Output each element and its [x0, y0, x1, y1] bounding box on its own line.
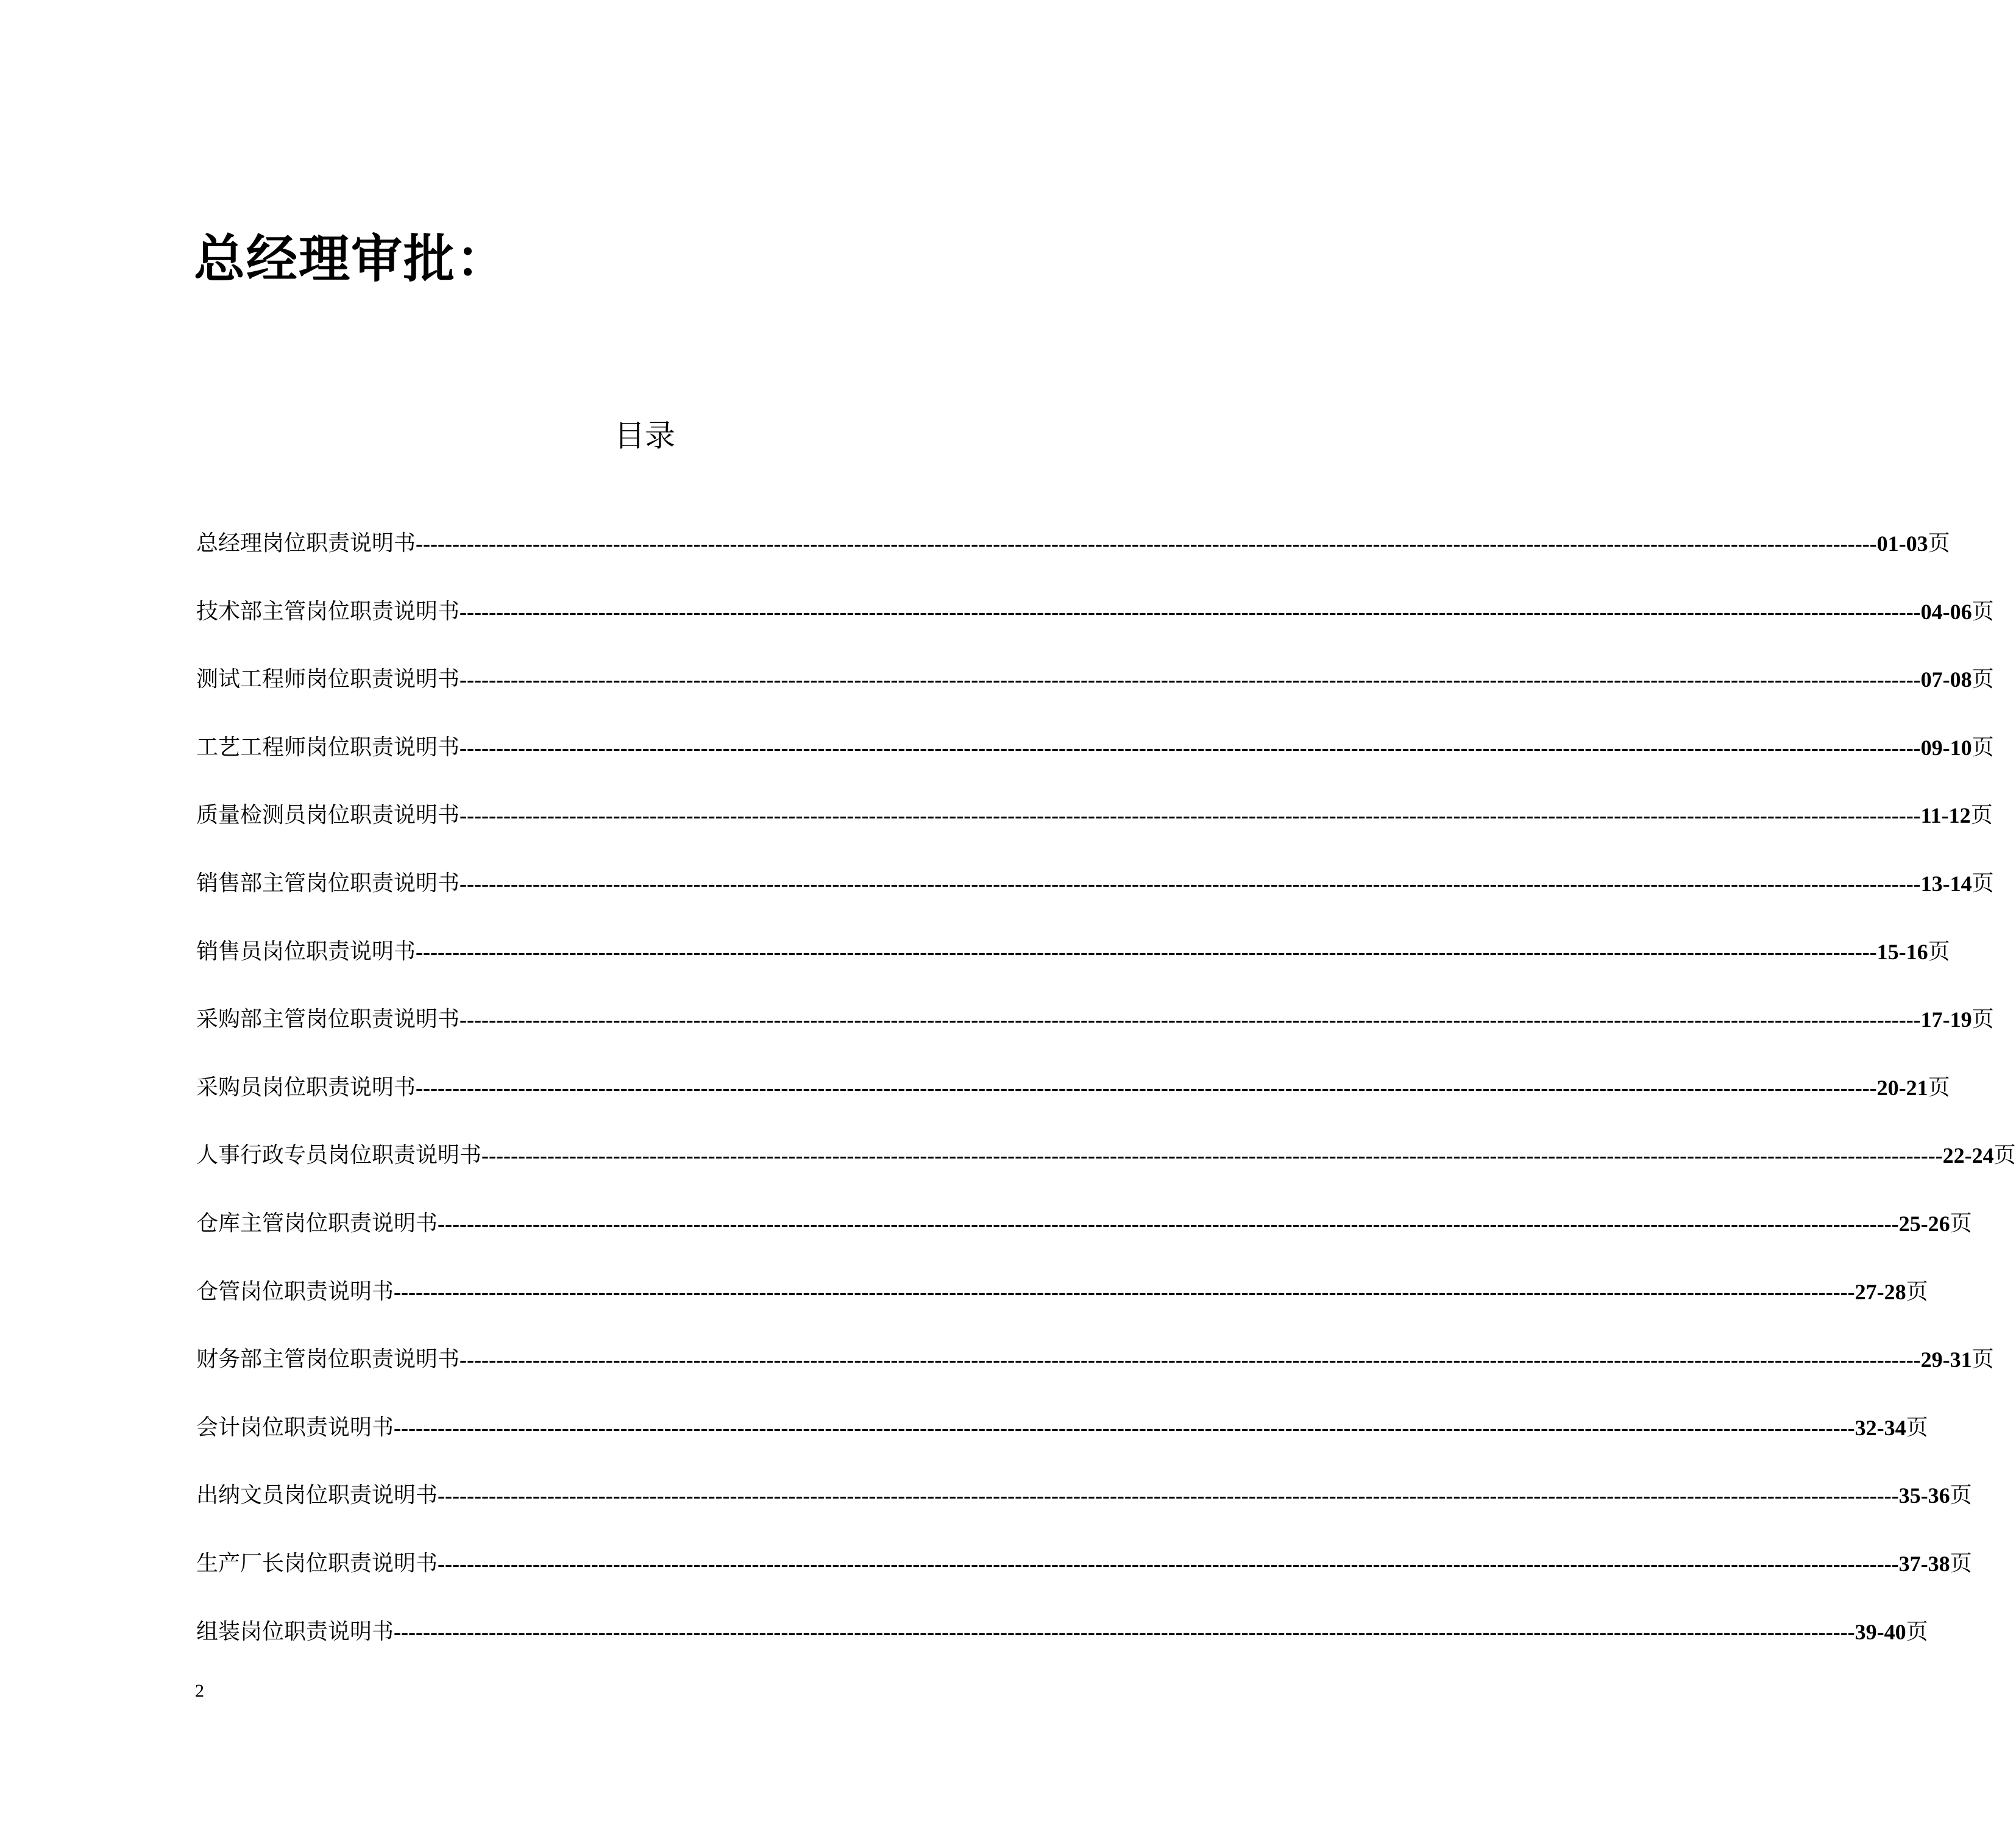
toc-leader: -------------------------------------------------------------------------------------------------------------------------------------------------------------------------------------------------------- — [394, 1619, 1855, 1644]
toc-leader: -------------------------------------------------------------------------------------------------------------------------------------------------------------------------------------------------------- — [438, 1212, 1899, 1236]
toc-page-suffix: 页 — [1950, 1551, 1972, 1576]
toc-entry[interactable] — [196, 1274, 1928, 1310]
toc-entry-label: 财务部主管岗位职责说明书 — [196, 1347, 460, 1372]
toc-entry-label: 会计岗位职责说明书 — [196, 1414, 394, 1440]
toc-entry-label: 仓库主管岗位职责说明书 — [196, 1211, 438, 1236]
toc-page-suffix: 页 — [1972, 1007, 1994, 1032]
toc-entry-pages: 32-34 — [1855, 1415, 1906, 1440]
toc-entry-pages: 39-40 — [1855, 1619, 1906, 1644]
toc-leader: -------------------------------------------------------------------------------------------------------------------------------------------------------------------------------------------------------- — [460, 1007, 1921, 1032]
toc-entry-label: 采购部主管岗位职责说明书 — [196, 1007, 460, 1032]
toc-entry-pages: 25-26 — [1898, 1212, 1950, 1236]
toc-entry-pages: 15-16 — [1876, 939, 1928, 964]
toc-page-suffix: 页 — [1928, 939, 1950, 964]
toc-leader: -------------------------------------------------------------------------------------------------------------------------------------------------------------------------------------------------------- — [438, 1483, 1899, 1508]
toc-leader: -------------------------------------------------------------------------------------------------------------------------------------------------------------------------------------------------------- — [460, 871, 1921, 896]
toc-page-suffix: 页 — [1972, 1347, 1994, 1372]
toc-page-suffix: 页 — [1950, 1483, 1972, 1508]
toc-entry[interactable] — [196, 1545, 1972, 1582]
toc-page-suffix: 页 — [1906, 1619, 1928, 1644]
approval-heading: 总经理审批： — [194, 229, 509, 289]
toc-title: 目录 — [614, 418, 675, 453]
toc-entry[interactable] — [196, 594, 1994, 630]
toc-leader: -------------------------------------------------------------------------------------------------------------------------------------------------------------------------------------------------------- — [394, 1415, 1855, 1440]
toc-entry-pages: 04-06 — [1920, 599, 1972, 624]
toc-entry-label: 组装岗位职责说明书 — [196, 1619, 394, 1644]
toc-entry-pages: 35-36 — [1898, 1483, 1950, 1508]
toc-entry[interactable] — [196, 797, 1993, 834]
toc-leader: -------------------------------------------------------------------------------------------------------------------------------------------------------------------------------------------------------- — [460, 803, 1921, 828]
toc-page-suffix: 页 — [1972, 598, 1994, 624]
toc-leader: -------------------------------------------------------------------------------------------------------------------------------------------------------------------------------------------------------- — [460, 735, 1921, 760]
toc-entry[interactable] — [196, 729, 1994, 766]
toc-entry-pages: 29-31 — [1920, 1347, 1972, 1372]
toc-leader: -------------------------------------------------------------------------------------------------------------------------------------------------------------------------------------------------------- — [438, 1552, 1899, 1576]
toc-page-suffix: 页 — [1928, 1074, 1950, 1100]
toc-entry[interactable] — [196, 1477, 1972, 1514]
toc-entry[interactable] — [196, 1137, 2016, 1174]
toc-entry-label: 人事行政专员岗位职责说明书 — [196, 1143, 482, 1168]
toc-page-suffix: 页 — [1906, 1414, 1928, 1440]
toc-entry-pages: 17-19 — [1920, 1007, 1972, 1032]
toc-page-suffix: 页 — [1972, 871, 1994, 896]
toc-entry-label: 技术部主管岗位职责说明书 — [196, 598, 460, 624]
toc-page-suffix: 页 — [1993, 1143, 2016, 1168]
toc-entry[interactable] — [196, 1410, 1928, 1446]
toc-entry[interactable] — [196, 1070, 1950, 1106]
toc-entry-pages: 22-24 — [1942, 1143, 1994, 1168]
toc-entry-label: 销售部主管岗位职责说明书 — [196, 871, 460, 896]
toc-entry-pages: 07-08 — [1920, 667, 1972, 692]
toc-leader: -------------------------------------------------------------------------------------------------------------------------------------------------------------------------------------------------------- — [481, 1143, 1943, 1168]
page-number: 2 — [195, 1681, 204, 1701]
toc-entry-label: 销售员岗位职责说明书 — [196, 939, 416, 964]
toc-entry[interactable] — [196, 865, 1994, 902]
toc-page-suffix: 页 — [1950, 1211, 1972, 1236]
toc-leader: -------------------------------------------------------------------------------------------------------------------------------------------------------------------------------------------------------- — [416, 531, 1877, 556]
toc-leader: -------------------------------------------------------------------------------------------------------------------------------------------------------------------------------------------------------- — [460, 1347, 1921, 1372]
toc-page-suffix: 页 — [1972, 734, 1994, 760]
toc-entry-pages: 27-28 — [1855, 1279, 1906, 1304]
toc-entry[interactable] — [196, 1205, 1972, 1242]
toc-entry[interactable] — [196, 661, 1994, 698]
toc-leader: -------------------------------------------------------------------------------------------------------------------------------------------------------------------------------------------------------- — [416, 1075, 1877, 1100]
toc-entry-label: 工艺工程师岗位职责说明书 — [196, 734, 460, 760]
toc-leader: -------------------------------------------------------------------------------------------------------------------------------------------------------------------------------------------------------- — [394, 1279, 1855, 1304]
toc-entry[interactable] — [196, 934, 1950, 970]
toc-entry-pages: 09-10 — [1920, 735, 1972, 760]
toc-entry-label: 质量检测员岗位职责说明书 — [196, 803, 460, 828]
toc-entry-pages: 01-03 — [1876, 531, 1928, 556]
toc-page-suffix: 页 — [1928, 531, 1950, 556]
toc-leader: -------------------------------------------------------------------------------------------------------------------------------------------------------------------------------------------------------- — [416, 939, 1877, 964]
toc-entry-pages: 13-14 — [1920, 871, 1972, 896]
toc-entry-pages: 11-12 — [1920, 803, 1971, 828]
toc-page-suffix: 页 — [1970, 803, 1993, 828]
toc-entry[interactable] — [196, 1341, 1994, 1378]
toc-entry-label: 出纳文员岗位职责说明书 — [196, 1483, 438, 1508]
toc-entry-pages: 20-21 — [1876, 1075, 1928, 1100]
toc-page-suffix: 页 — [1906, 1279, 1928, 1304]
toc-entry-label: 采购员岗位职责说明书 — [196, 1074, 416, 1100]
toc-entry-pages: 37-38 — [1898, 1552, 1950, 1576]
toc-leader: -------------------------------------------------------------------------------------------------------------------------------------------------------------------------------------------------------- — [460, 667, 1921, 692]
toc-entry-label: 测试工程师岗位职责说明书 — [196, 667, 460, 692]
toc-entry[interactable] — [196, 1001, 1994, 1038]
toc-leader: -------------------------------------------------------------------------------------------------------------------------------------------------------------------------------------------------------- — [460, 599, 1921, 624]
toc-entry[interactable] — [196, 525, 1950, 562]
toc-page-suffix: 页 — [1972, 667, 1994, 692]
toc-entry-label: 生产厂长岗位职责说明书 — [196, 1551, 438, 1576]
toc-entry-label: 总经理岗位职责说明书 — [196, 531, 416, 556]
toc-entry[interactable] — [196, 1614, 1928, 1650]
toc-entry-label: 仓管岗位职责说明书 — [196, 1279, 394, 1304]
